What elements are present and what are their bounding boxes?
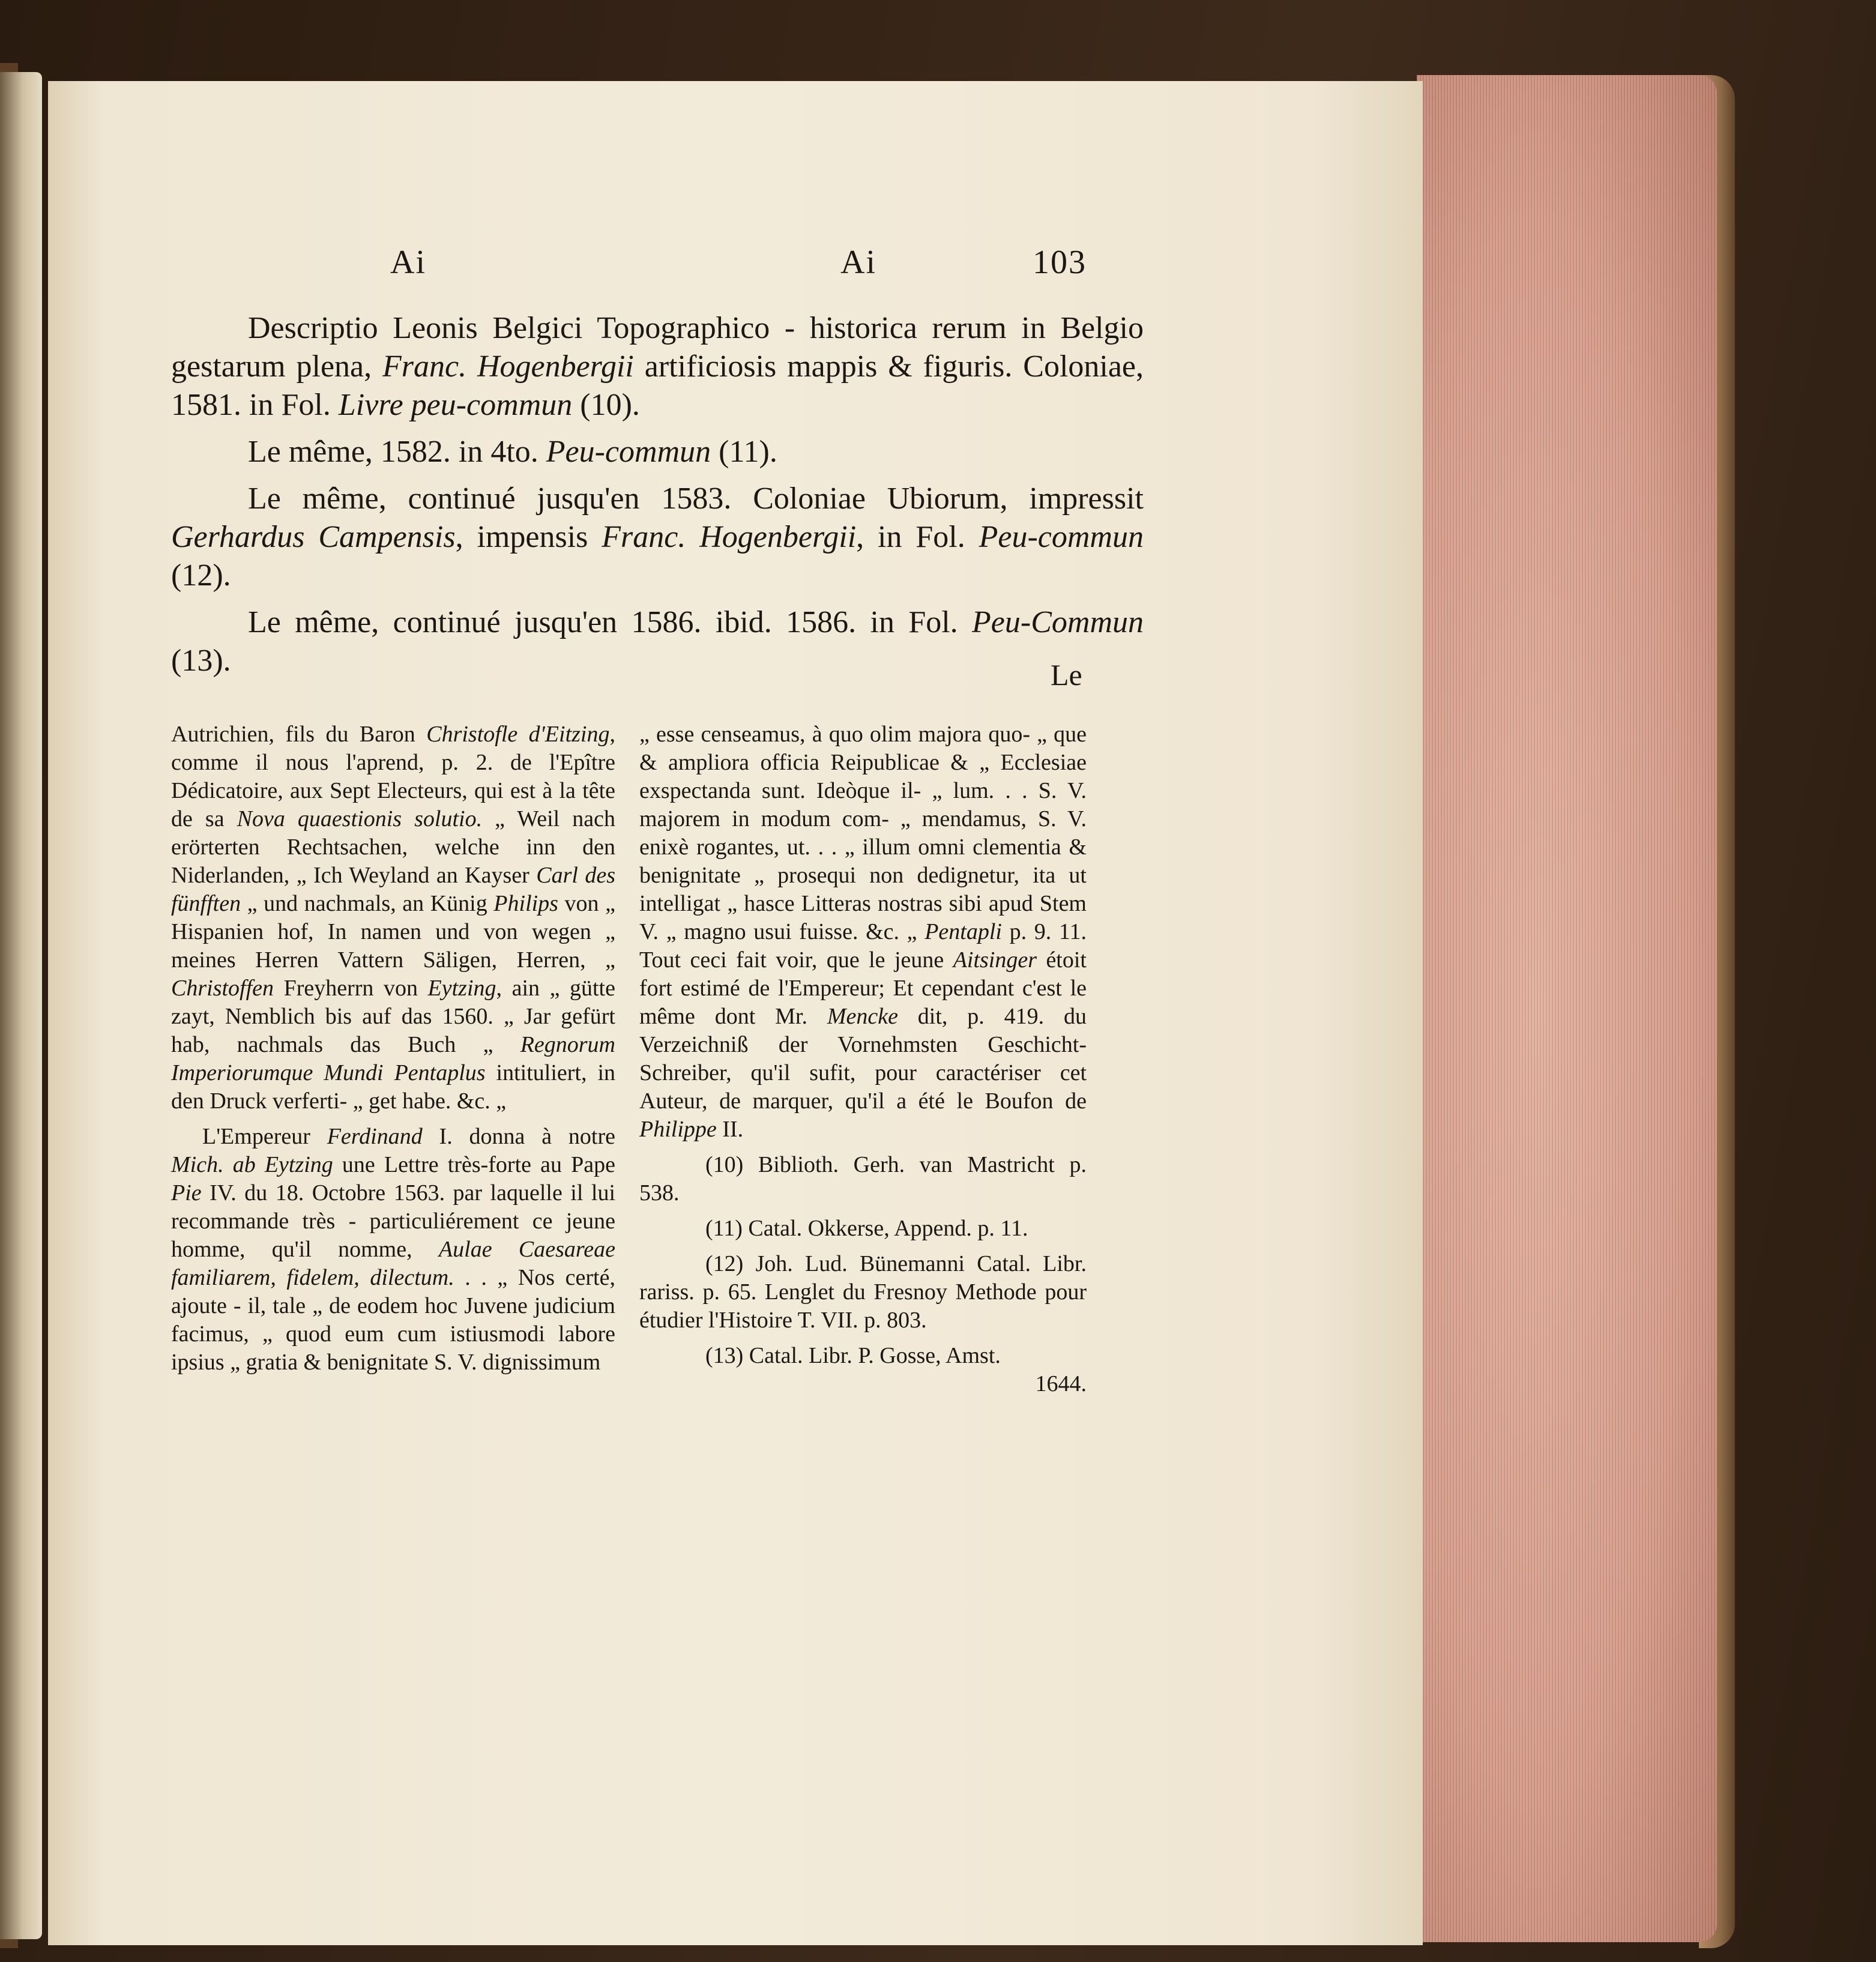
text-run: Le même, continué jusqu'en 1583. Coloniae Ubiorum, impressit <box>248 481 1144 516</box>
text-run: Le même, 1582. in 4to. <box>248 435 546 469</box>
text-run: dit, p. 419. du Verzeichniß der Vornehmsten Geschicht-Schreiber, qu'il sufit, pour caractériser cet Auteur, de marquer, qu'il a été le Boufon de <box>639 1004 1087 1114</box>
italic-run: Regnorum Imperiorumque Mundi Pentaplus <box>171 1032 615 1085</box>
text-run: II. <box>716 1117 744 1142</box>
text-run: IV. du 18. Octobre 1563. par laquelle il lui recommande très - particuliérement ce jeune homme, qu'il nomme, <box>171 1180 615 1262</box>
page-block-edge <box>1417 75 1717 1942</box>
italic-run: Mencke <box>827 1004 898 1029</box>
text-run: Descriptio Leonis Belgici Topographico - historica rerum in Belgio gestarum plena, <box>171 311 1144 384</box>
main-paragraph-2 <box>171 433 1144 471</box>
italic-run: Peu-commun <box>979 520 1144 554</box>
page-number: 103 <box>1033 244 1087 281</box>
footnote-12: (12) Joh. Lud. Bünemanni Catal. Libr. rariss. p. 65. Lenglet du Fresnoy Methode pour étudier l'Histoire T. VII. p. 803. <box>639 1251 1087 1333</box>
italic-run: Philips <box>493 891 558 916</box>
notes-left-paragraph-1 <box>171 720 615 1115</box>
main-paragraph-3 <box>171 480 1144 595</box>
text-run: une Lettre très-forte au Pape <box>333 1152 615 1177</box>
italic-run: Philippe <box>639 1117 717 1142</box>
text-run: intituliert, in den Druck verferti- „ get habe. &c. „ <box>171 1060 615 1114</box>
italic-run: Peu-commun <box>546 435 711 469</box>
text-run: , impensis <box>455 520 602 554</box>
text-run: (10). <box>572 388 640 422</box>
italic-run: Aitsinger <box>953 947 1037 973</box>
italic-run: Livre peu-commun <box>338 388 573 422</box>
notes-right-paragraph-1 <box>639 720 1087 1144</box>
italic-run: Christofle d'Eitzing <box>426 722 610 747</box>
footnote-11: (11) Catal. Okkerse, Append. p. 11. <box>705 1216 1028 1241</box>
italic-run: Peu-Commun <box>972 605 1144 639</box>
text-run: . . „ Nos certé, ajoute - il, tale „ de eodem hoc Juvene judicium facimus, „ quod eum cum istiusmodi labore ipsius „ gratia & benignitate S. V. dignissimum <box>171 1265 615 1375</box>
header-center: Ai <box>840 244 876 281</box>
text-run: , ain „ gütte zayt, Nemblich bis auf das 1560. „ Jar gefürt hab, nachmals das Buch „ <box>171 976 615 1057</box>
text-run: (12). <box>171 558 231 593</box>
left-page-edge <box>0 72 42 1939</box>
notes-right-column <box>639 720 1087 1405</box>
text-run: (13). <box>171 644 231 678</box>
notes-left-paragraph-2 <box>171 1123 615 1377</box>
text-run: „ und nachmals, an Künig <box>241 891 494 916</box>
text-run: p. 9. 11. Tout ceci fait voir, que le jeune <box>639 919 1087 973</box>
text-run: , in Fol. <box>856 520 979 554</box>
footnote-13: (13) Catal. Libr. P. Gosse, Amst. <box>705 1343 1001 1368</box>
italic-run: Pentapli <box>924 919 1002 944</box>
main-paragraph-1 <box>171 309 1144 424</box>
text-run: Autrichien, fils du Baron <box>171 722 427 747</box>
italic-run: Ferdinand <box>327 1124 423 1149</box>
italic-run: Nova quaestionis solutio. <box>237 806 483 832</box>
italic-run: Franc. Hogenbergii <box>382 349 634 384</box>
italic-run: Pie <box>171 1180 202 1206</box>
italic-run: Gerhardus Campensis <box>171 520 456 554</box>
header-left: Ai <box>390 244 426 281</box>
notes-left-column <box>171 720 615 1384</box>
text-run: artificiosis mappis & figuris. Coloniae, 1581. in Fol. <box>171 349 1144 422</box>
main-text <box>171 309 1144 689</box>
text-run: I. donna à notre <box>422 1124 615 1149</box>
catchword: Le <box>1051 658 1082 692</box>
text-run: , comme il nous l'aprend, p. 2. de l'Epître Dédicatoire, aux Sept Electeurs, qui est à la tête de sa <box>171 722 615 832</box>
book-page <box>48 81 1423 1945</box>
italic-run: Aulae Caesareae familiarem, fidelem, dilectum. <box>171 1237 615 1290</box>
italic-run: Carl des fünfften <box>171 863 615 916</box>
text-run: (11). <box>711 435 777 469</box>
italic-run: Franc. Hogenbergii <box>602 520 857 554</box>
text-run: von „ Hispanien hof, In namen und von wegen „ meines Herren Vattern Säligen, Herren, „ <box>171 891 615 973</box>
footnote-13-continuation: 1644. <box>1035 1371 1087 1396</box>
footnote-10: (10) Biblioth. Gerh. van Mastricht p. 538. <box>639 1152 1087 1206</box>
text-run: „ Weil nach erörterten Rechtsachen, welche inn den Niderlanden, „ Ich Weyland an Kayser <box>171 806 615 888</box>
main-paragraph-4 <box>171 603 1144 680</box>
italic-run: Mich. ab Eytzing <box>171 1152 333 1177</box>
text-run: étoit fort estimé de l'Empereur; Et cependant c'est le même dont Mr. <box>639 947 1087 1029</box>
text-run: L'Empereur <box>202 1124 327 1149</box>
text-run: Le même, continué jusqu'en 1586. ibid. 1586. in Fol. <box>248 605 973 639</box>
text-run: Freyherrn von <box>274 976 428 1001</box>
italic-run: Eytzing <box>427 976 496 1001</box>
text-run: „ esse censeamus, à quo olim majora quo- „ que & ampliora officia Reipublicae & „ Ecclesiae exspectanda sunt. Ideòque il- „ lum. . . S. V. majorem in modum com- „ mendamus, S. V. enixè rogantes, ut. . . „ illum omni clementia & benignitate „ prosequi non dedignetur, ita ut intelligat „ hasce Litteras nostras sibi apud Stem V. „ magno usui fuisse. &c. „ <box>639 722 1087 944</box>
italic-run: Christoffen <box>171 976 274 1001</box>
